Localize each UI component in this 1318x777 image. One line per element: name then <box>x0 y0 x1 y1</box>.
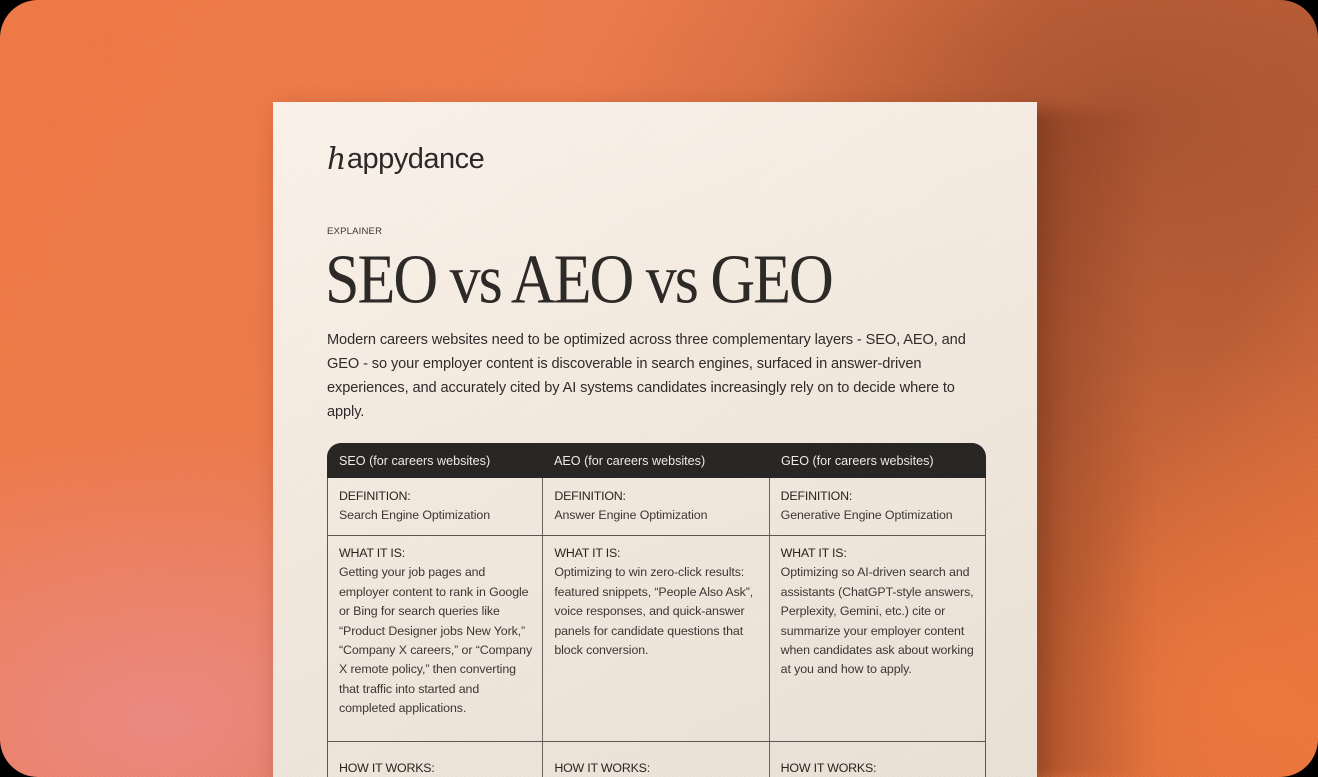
row-label: WHAT IT IS: <box>554 546 621 560</box>
table-header-row <box>327 443 986 478</box>
row-label: DEFINITION: <box>554 489 626 503</box>
cell-aeo-what-it-is <box>542 536 768 741</box>
explainer-document <box>273 102 1037 777</box>
row-label: WHAT IT IS: <box>780 546 847 560</box>
eyebrow-label: EXPLAINER <box>327 226 383 237</box>
cell-text: Optimizing to win zero-click results: featured snippets, “People Also Ask”, voice responses, and quick-answer panels for candidate questions that block conversion. <box>554 565 754 658</box>
table-row-how-it-works <box>327 742 986 777</box>
cell-geo-definition <box>769 478 985 535</box>
cell-text: Getting your job pages and employer content to rank in Google or Bing for search queries like “Product Designer jobs New York,” “Company X careers,” or “Company X remote policy,” then converting that traffic into started and completed applications. <box>339 565 533 716</box>
cell-text: Search Engine Optimization <box>339 508 490 523</box>
column-header-aeo: AEO (for careers websites) <box>554 453 706 468</box>
cell-seo-what-it-is <box>328 536 542 741</box>
row-label: HOW IT WORKS: <box>780 761 877 775</box>
column-header-seo: SEO (for careers websites) <box>339 453 491 468</box>
cell-seo-how-it-works <box>328 742 542 777</box>
paper-shadow <box>1030 110 1150 777</box>
cell-geo-what-it-is <box>769 536 985 741</box>
intro-paragraph: Modern careers websites need to be optimized across three complementary layers - SEO, AEO, and GEO - so your employer content is discoverable in search engines, surfaced in answer-driven experiences, and accurately cited by AI systems candidates increasingly rely on to decide where to apply. <box>327 332 966 420</box>
logo-mark-icon: h <box>327 142 346 177</box>
logo-text: appydance <box>346 143 485 175</box>
table-row-what-it-is <box>327 536 986 742</box>
happydance-logo <box>327 142 484 177</box>
cell-text: Generative Engine Optimization <box>780 508 953 523</box>
comparison-table <box>327 443 986 777</box>
row-label: WHAT IT IS: <box>339 546 405 560</box>
cell-aeo-definition <box>542 478 768 535</box>
page-title: SEO vs AEO vs GEO <box>325 242 832 319</box>
cell-text: Answer Engine Optimization <box>554 508 708 523</box>
row-label: HOW IT WORKS: <box>339 761 435 775</box>
cell-aeo-how-it-works <box>542 742 768 777</box>
row-label: DEFINITION: <box>339 489 411 503</box>
column-header-geo: GEO (for careers websites) <box>781 453 934 468</box>
table-row-definition <box>327 478 986 536</box>
cell-text: Optimizing so AI-driven search and assistants (ChatGPT-style answers, Perplexity, Gemini, etc.) cite or summarize your employer content when candidates ask about working at you and how to apply. <box>780 565 974 677</box>
cell-seo-definition <box>328 478 542 535</box>
row-label: DEFINITION: <box>780 489 853 503</box>
row-label: HOW IT WORKS: <box>554 761 650 775</box>
cell-geo-how-it-works <box>769 742 985 777</box>
